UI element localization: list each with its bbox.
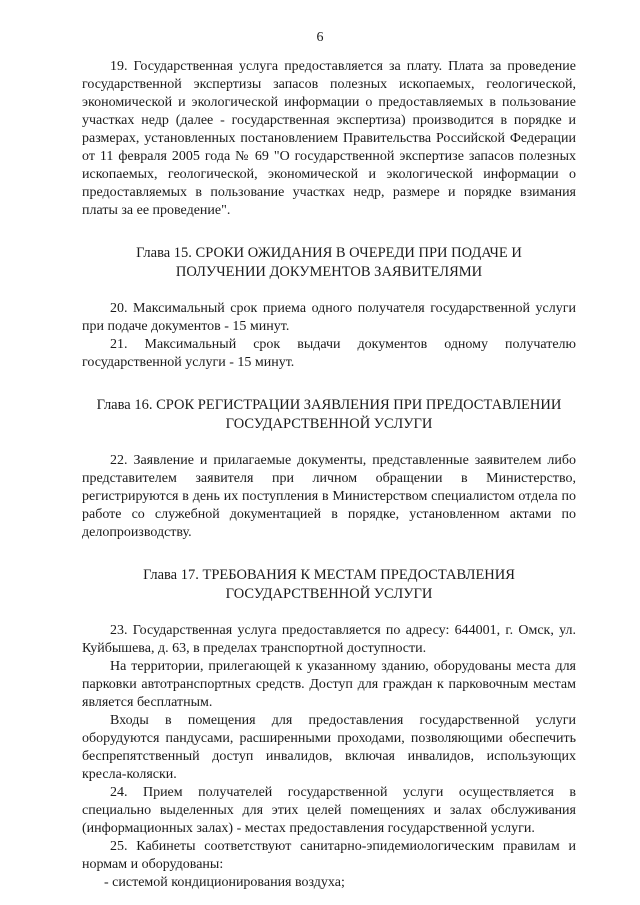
chapter-15-heading-line-2: ПОЛУЧЕНИИ ДОКУМЕНТОВ ЗАЯВИТЕЛЯМИ <box>175 264 483 280</box>
paragraph-24: 24. Прием получателей государственной услуги осуществляется в специально выделенных для этих целей помещениях и залах обслуживания (информационных залах) - местах предоставления государственной услуги. <box>82 785 576 836</box>
chapter-17-heading-line-1: Глава 17. ТРЕБОВАНИЯ К МЕСТАМ ПРЕДОСТАВЛЕНИЯ <box>143 567 515 583</box>
paragraph-19: 19. Государственная услуга предоставляется за плату. Плата за проведение государственной экспертизы запасов полезных ископаемых, геологической, экономической и экологической информации о предоставляемых в пользование участках недр (далее - государственная экспертиза) производится в порядке и размерах, установленных постановлением Правительства Российской Федерации от 11 февраля 2005 года № 69 "О государственной экспертизе запасов полезных ископаемых, геологической, экономической и экологической информации о предоставляемых в пользование участках недр, размере и порядке взимания платы за ее проведение". <box>82 59 576 218</box>
chapter-15-heading <box>82 244 576 282</box>
paragraph-22: 22. Заявление и прилагаемые документы, представленные заявителем либо представителем заявителя при личном обращении в Министерство, регистрируются в день их поступления в Министерством специалистом отдела по работе со служебной документацией в порядке, установленном актами по делопроизводству. <box>82 453 576 540</box>
page-number: 6 <box>316 30 324 45</box>
document-body <box>82 58 576 892</box>
chapter-16-heading-line-1: Глава 16. СРОК РЕГИСТРАЦИИ ЗАЯВЛЕНИЯ ПРИ ПРЕДОСТАВЛЕНИИ <box>96 397 562 413</box>
paragraph-20: 20. Максимальный срок приема одного получателя государственной услуги при подаче документов - 15 минут. <box>82 301 576 334</box>
paragraph-25: 25. Кабинеты соответствуют санитарно-эпидемиологическим правилам и нормам и оборудованы: <box>82 839 576 872</box>
list-item-air-conditioning: - системой кондиционирования воздуха; <box>104 875 345 890</box>
paragraph-23: 23. Государственная услуга предоставляется по адресу: 644001, г. Омск, ул. Куйбышева, д. 63, в пределах транспортной доступности. <box>82 623 576 656</box>
chapter-16-heading <box>82 396 576 434</box>
paragraph-23-parking: На территории, прилегающей к указанному зданию, оборудованы места для парковки автотранспортных средств. Доступ для граждан к парковочным местам является бесплатным. <box>82 659 576 710</box>
chapter-16-heading-line-2: ГОСУДАРСТВЕННОЙ УСЛУГИ <box>225 416 433 432</box>
paragraph-21: 21. Максимальный срок выдачи документов одному получателю государственной услуги - 15 минут. <box>82 337 576 370</box>
chapter-17-heading <box>82 566 576 604</box>
paragraph-23-accessibility: Входы в помещения для предоставления государственной услуги оборудуются пандусами, расширенными проходами, позволяющими обеспечить беспрепятственный доступ инвалидов, включая инвалидов, использующих кресла-коляски. <box>82 713 576 782</box>
chapter-17-heading-line-2: ГОСУДАРСТВЕННОЙ УСЛУГИ <box>225 586 433 602</box>
chapter-15-heading-line-1: Глава 15. СРОКИ ОЖИДАНИЯ В ОЧЕРЕДИ ПРИ ПОДАЧЕ И <box>136 245 522 261</box>
